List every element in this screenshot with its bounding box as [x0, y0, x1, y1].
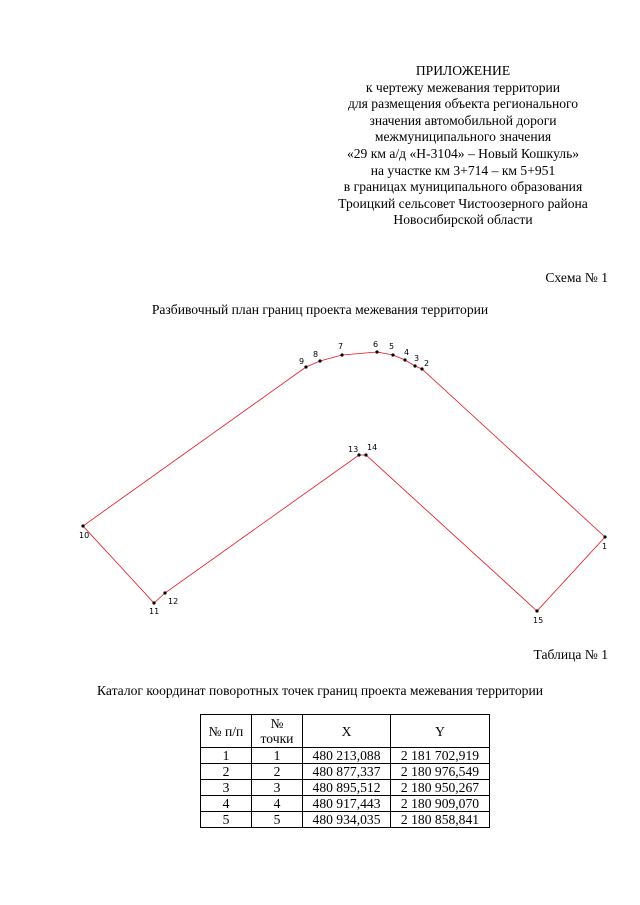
cell-x: 480 877,337: [303, 764, 391, 780]
appendix-line: межмуниципального значения: [374, 129, 552, 145]
point-label-6: 6: [373, 340, 379, 349]
point-label-2: 2: [424, 359, 430, 368]
point-labels: [79, 340, 607, 625]
cell-point: 4: [252, 796, 303, 812]
cell-y: 2 180 976,549: [391, 764, 490, 780]
appendix-line: Новосибирской области: [393, 212, 533, 228]
point-label-11: 11: [149, 607, 160, 616]
table-header-row: [201, 715, 490, 748]
point-12: [163, 591, 166, 594]
appendix-header: [318, 63, 608, 229]
point-label-3: 3: [414, 354, 420, 363]
point-label-7: 7: [338, 342, 344, 351]
cell-num: 1: [201, 748, 252, 764]
appendix-line: ПРИЛОЖЕНИЕ: [415, 63, 511, 78]
header-x: X: [303, 715, 391, 748]
cell-point: 2: [252, 764, 303, 780]
point-14: [364, 453, 367, 456]
table-row: [201, 796, 490, 812]
cell-num: 2: [201, 764, 252, 780]
point-label-1: 1: [602, 542, 608, 551]
catalog-title: Каталог координат поворотных точек границ проекта межевания территории: [97, 683, 543, 698]
appendix-line: значения автомобильной дороги: [369, 112, 557, 128]
table-row: [201, 764, 490, 780]
cell-num: 4: [201, 796, 252, 812]
cell-num: 5: [201, 812, 252, 828]
cell-x: 480 213,088: [303, 748, 391, 764]
point-label-4: 4: [404, 348, 410, 357]
boundary-plan: [0, 330, 640, 630]
header-point: № точки: [252, 715, 303, 748]
schema-label: Схема № 1: [545, 270, 608, 285]
point-label-13: 13: [348, 445, 359, 454]
cell-y: 2 181 702,919: [391, 748, 490, 764]
point-11: [152, 601, 155, 604]
coordinates-table: [200, 714, 490, 828]
point-15: [535, 609, 538, 612]
boundary-polygon: [83, 352, 608, 611]
point-10: [81, 524, 84, 527]
appendix-line: к чертежу межевания территории: [365, 79, 561, 95]
point-label-5: 5: [389, 342, 395, 351]
cell-point: 3: [252, 780, 303, 796]
point-6: [375, 350, 378, 353]
point-4: [403, 358, 406, 361]
cell-x: 480 934,035: [303, 812, 391, 828]
point-3: [413, 364, 416, 367]
table-row: [201, 780, 490, 796]
header-num: № п/п: [201, 715, 252, 748]
appendix-line: в границах муниципального образования: [343, 179, 583, 195]
cell-num: 3: [201, 780, 252, 796]
header-y: Y: [391, 715, 490, 748]
point-9: [304, 365, 307, 368]
cell-point: 1: [252, 748, 303, 764]
point-label-12: 12: [168, 597, 179, 606]
point-label-8: 8: [313, 350, 319, 359]
cell-point: 5: [252, 812, 303, 828]
point-label-9: 9: [299, 357, 305, 366]
point-label-15: 15: [533, 616, 544, 625]
boundary-points: [81, 350, 606, 612]
cell-y: 2 180 858,841: [391, 812, 490, 828]
cell-y: 2 180 909,070: [391, 796, 490, 812]
cell-x: 480 917,443: [303, 796, 391, 812]
point-label-14: 14: [367, 443, 378, 452]
cell-x: 480 895,512: [303, 780, 391, 796]
cell-y: 2 180 950,267: [391, 780, 490, 796]
appendix-line: на участке км 3+714 – км 5+951: [370, 162, 556, 178]
table-row: [201, 748, 490, 764]
table-row: [201, 812, 490, 828]
point-8: [318, 359, 321, 362]
point-5: [391, 353, 394, 356]
point-1: [603, 535, 606, 538]
plan-title: Разбивочный план границ проекта межевания территории: [151, 302, 489, 317]
appendix-line: «29 км а/д «Н-3104» – Новый Кошкуль»: [346, 145, 580, 161]
table-label: Таблица № 1: [533, 647, 608, 662]
appendix-line: Троицкий сельсовет Чистоозерного района: [338, 195, 588, 211]
point-label-10: 10: [79, 531, 90, 540]
appendix-line: для размещения объекта регионального: [347, 96, 579, 112]
point-7: [340, 353, 343, 356]
